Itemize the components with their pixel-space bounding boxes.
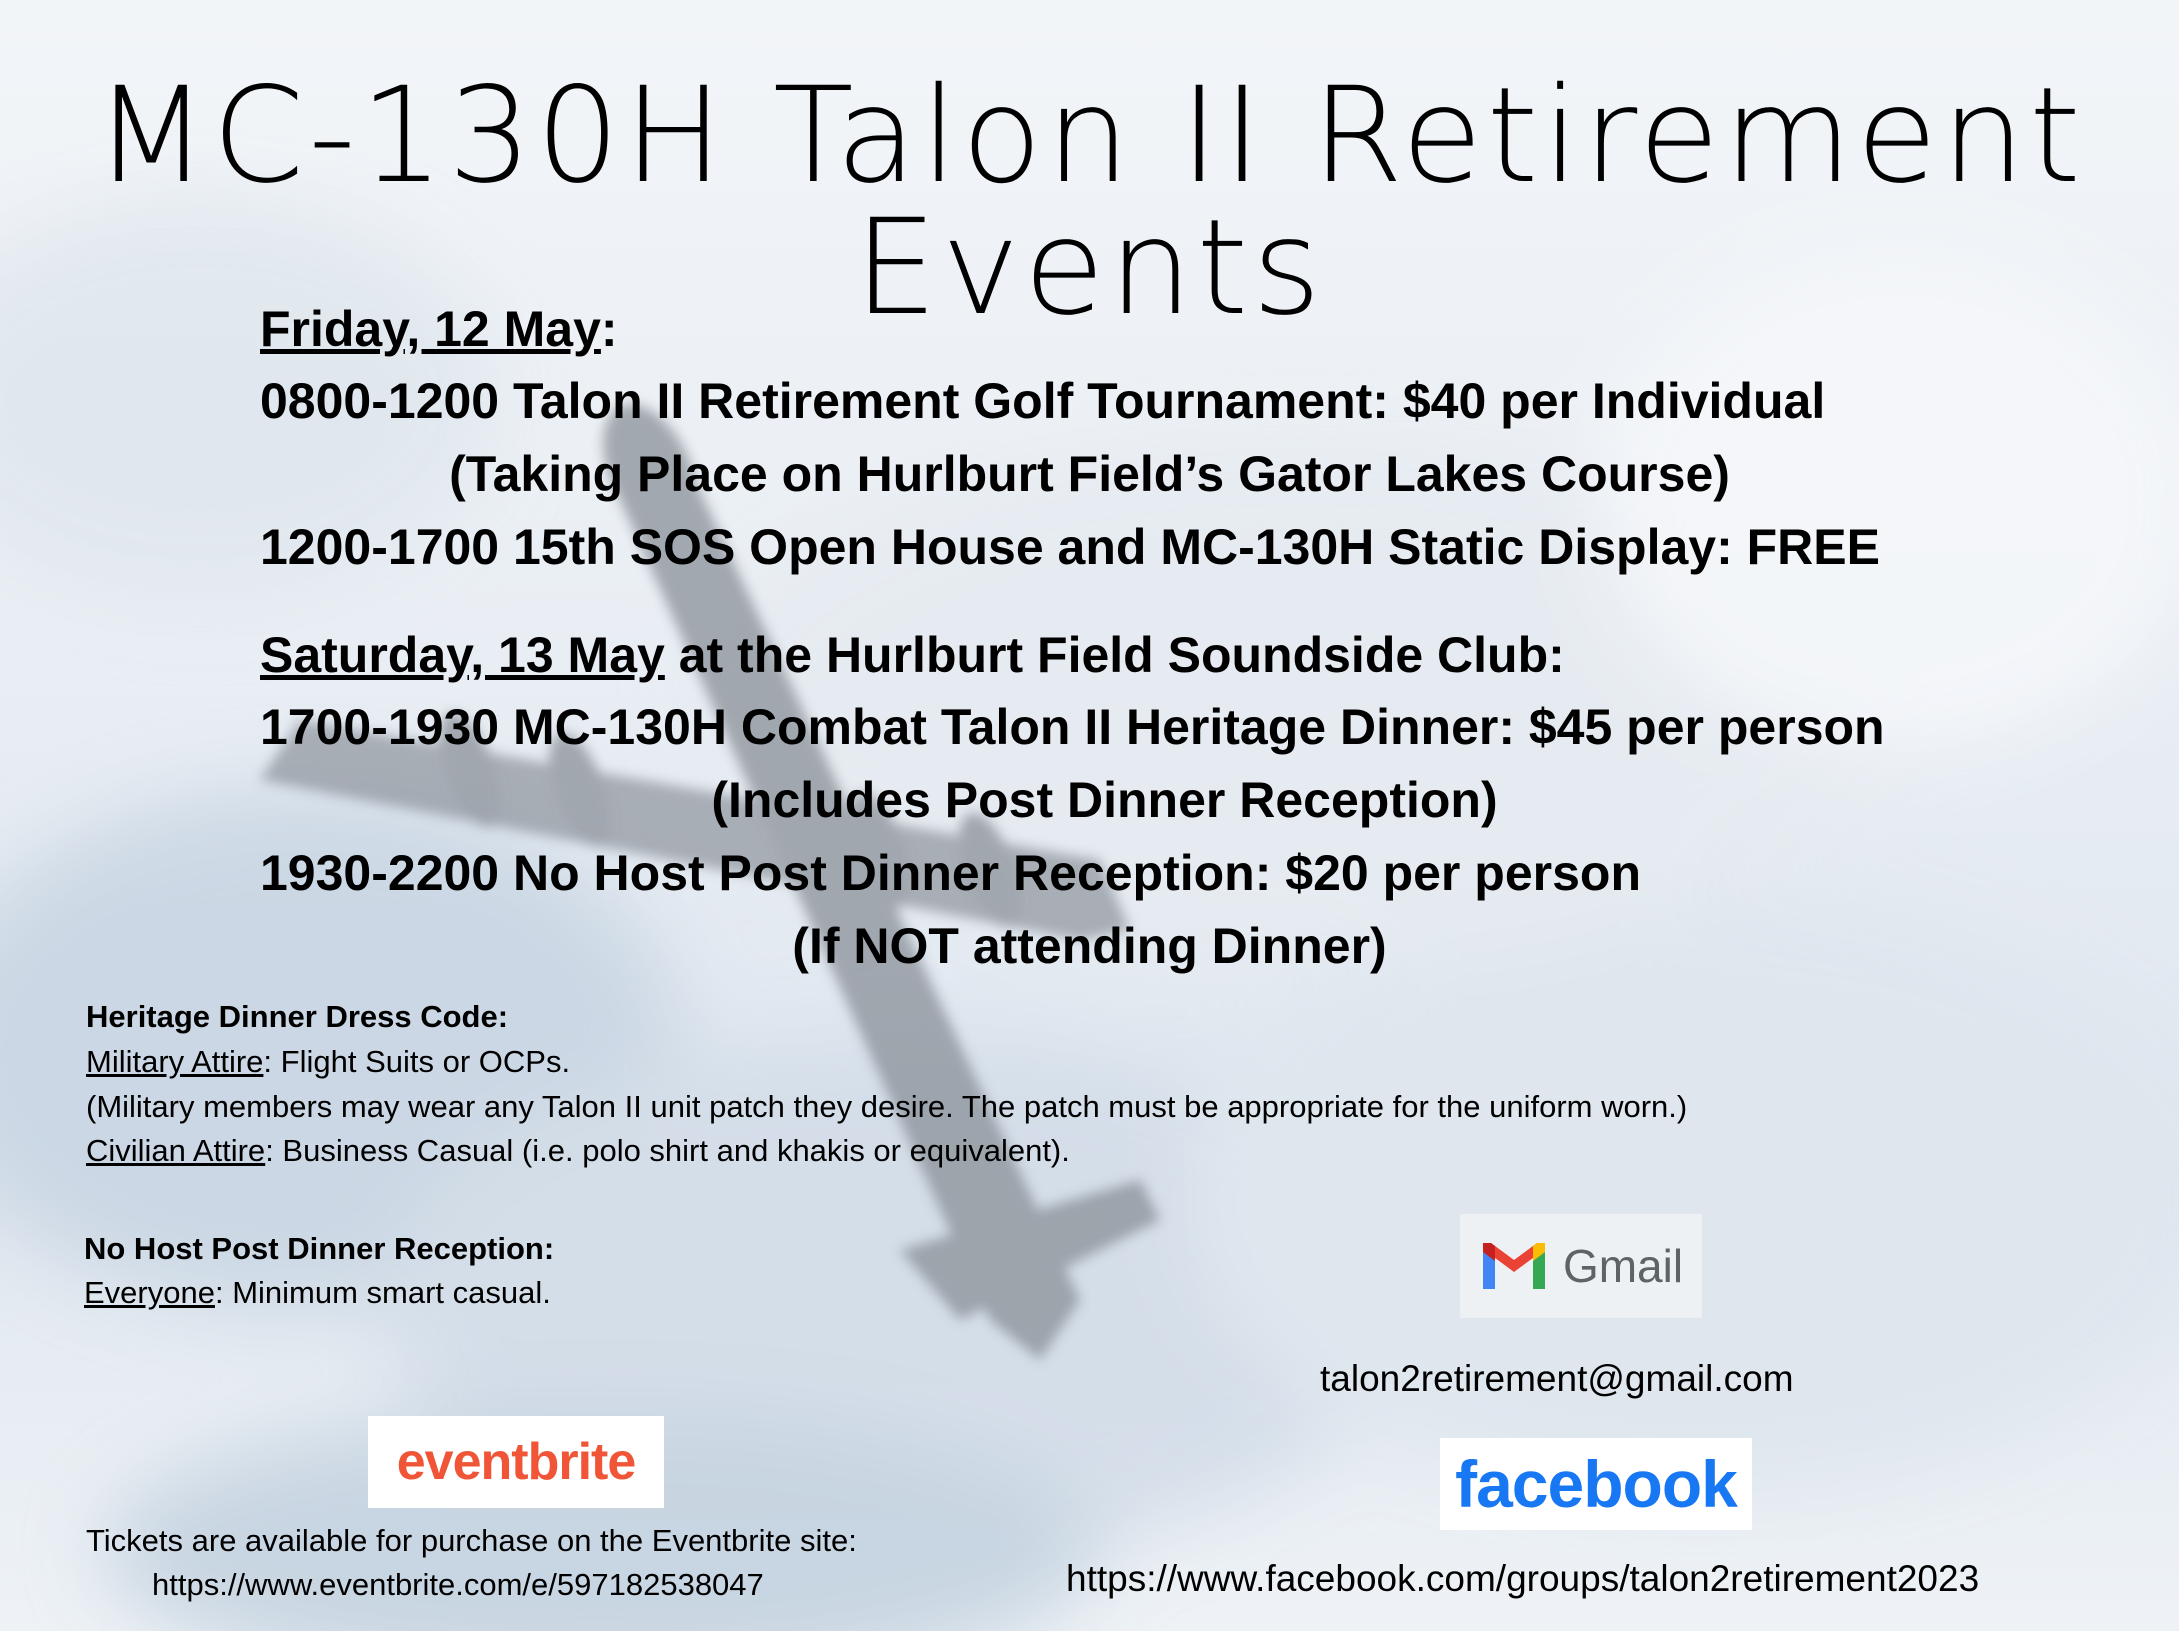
page-title: MC-130H Talon II Retirement Events <box>94 59 2085 345</box>
civilian-attire-label: Civilian Attire <box>86 1133 266 1168</box>
everyone-attire-line <box>84 1270 551 1315</box>
gmail-logo[interactable] <box>1460 1214 1702 1318</box>
reception-dress-heading: No Host Post Dinner Reception: <box>84 1231 555 1266</box>
everyone-label: Everyone <box>84 1275 215 1310</box>
gmail-email[interactable]: talon2retirement@gmail.com <box>1320 1358 1794 1399</box>
dress-code-heading: Heritage Dinner Dress Code: <box>86 999 509 1034</box>
military-attire-label: Military Attire <box>86 1044 264 1079</box>
friday-heading <box>260 292 618 366</box>
gmail-logo-text: Gmail <box>1562 1240 1684 1292</box>
saturday-date: Saturday, 13 May <box>260 627 665 683</box>
eventbrite-url[interactable]: https://www.eventbrite.com/e/597182538047 <box>152 1567 764 1602</box>
saturday-dinner-note: (Includes Post Dinner Reception) <box>711 772 1498 828</box>
friday-colon: : <box>600 301 618 357</box>
tickets-text: Tickets are available for purchase on the Eventbrite site: <box>86 1523 857 1558</box>
facebook-logo[interactable]: facebook <box>1440 1438 1752 1530</box>
saturday-location: at the Hurlburt Field Soundside Club: <box>664 627 1565 683</box>
saturday-reception-note: (If NOT attending Dinner) <box>792 918 1387 974</box>
military-attire-text: : Flight Suits or OCPs. <box>263 1044 571 1079</box>
saturday-reception-event: 1930-2200 No Host Post Dinner Reception: $20 per person <box>260 845 1641 901</box>
saturday-heading <box>260 618 1565 692</box>
friday-open-house-event: 1200-1700 15th SOS Open House and MC-130H Static Display: FREE <box>260 519 1880 575</box>
friday-date: Friday, 12 May <box>260 301 601 357</box>
saturday-dinner-event: 1700-1930 MC-130H Combat Talon II Heritage Dinner: $45 per person <box>260 699 1885 755</box>
gmail-m-icon <box>1479 1239 1549 1293</box>
military-patch-note: (Military members may wear any Talon II unit patch they desire. The patch must be appropriate for the uniform worn.) <box>86 1089 1688 1124</box>
everyone-text: : Minimum smart casual. <box>214 1275 551 1310</box>
friday-golf-note: (Taking Place on Hurlburt Field’s Gator Lakes Course) <box>449 446 1730 502</box>
civilian-attire-text: : Business Casual (i.e. polo shirt and khakis or equivalent). <box>265 1133 1070 1168</box>
friday-golf-event: 0800-1200 Talon II Retirement Golf Tournament: $40 per Individual <box>260 373 1826 429</box>
facebook-url[interactable]: https://www.facebook.com/groups/talon2retirement2023 <box>1066 1558 1980 1599</box>
eventbrite-logo[interactable]: eventbrite <box>368 1416 664 1508</box>
military-attire-line <box>86 1039 570 1084</box>
civilian-attire-line <box>86 1128 1070 1173</box>
